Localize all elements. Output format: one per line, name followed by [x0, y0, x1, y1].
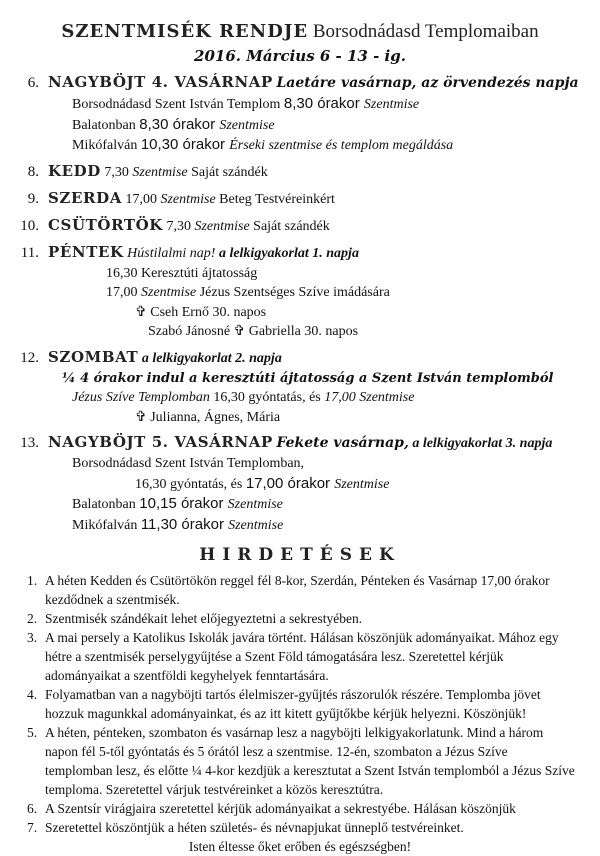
text-segment: ✞ Julianna, Ágnes, Mária — [135, 409, 281, 425]
text-segment: 16,30 gyóntatás, és — [213, 390, 325, 405]
schedule-line — [148, 322, 600, 342]
text-segment: Mikófalván — [72, 138, 141, 153]
announcement-text: Folyamatban van a nagyböjti tartós élelmiszer-gyűjtés rászorulók részére. Templomba jövet hozzuk magunkkal adományainkat, és az itt kitett gyűjtőkbe kérjük helyezni. Köszönjük! — [45, 687, 541, 721]
announcement-item — [27, 818, 576, 837]
announcements-list — [0, 571, 600, 837]
text-segment: Saját szándék — [187, 164, 268, 180]
schedule-line — [106, 264, 600, 284]
text-segment: Szentmise — [160, 191, 216, 207]
announcement-item — [27, 799, 576, 818]
announcement-number: 7. — [27, 820, 38, 835]
text-segment: Szentmise — [334, 476, 390, 492]
text-segment: Szentmise — [194, 218, 250, 234]
day-number: 9. — [27, 190, 39, 207]
schedule-line — [135, 408, 600, 428]
text-segment: Szentmise — [132, 164, 188, 180]
text-segment: Szabó Jánosné ✞ Gabriella 30. napos — [148, 324, 359, 339]
text-segment: Hústilalmi nap! — [127, 245, 216, 261]
schedule-line — [135, 474, 600, 495]
announcement-text: A Szentsír virágjaira szeretettel kérjük adományaikat a sekrestyébe. Hálásan köszönjük — [45, 801, 516, 816]
text-segment: 8,30 órakor — [283, 95, 364, 112]
day-header — [0, 432, 600, 454]
schedule-line — [135, 303, 600, 323]
text-segment: Szentmise — [219, 117, 275, 133]
announcement-item — [27, 685, 576, 723]
text-segment: Jézus Szíve Templomban — [72, 390, 214, 405]
day-number: 8. — [27, 163, 39, 180]
text-segment: Saját szándék — [249, 218, 330, 234]
day-header — [0, 347, 600, 369]
schedule-day — [0, 188, 600, 210]
announcement-number: 3. — [27, 630, 38, 645]
day-name: PÉNTEK — [48, 242, 124, 261]
text-segment: a lelkigyakorlat 3. napja — [412, 436, 553, 451]
day-header — [0, 72, 600, 94]
text-segment: 8,30 órakor — [139, 115, 220, 133]
text-segment: Balatonban — [72, 497, 140, 512]
schedule-line — [62, 369, 600, 389]
day-name: SZERDA — [48, 188, 122, 207]
announcement-item — [27, 628, 576, 685]
text-segment: 7,30 — [100, 164, 133, 180]
mass-schedule — [0, 72, 600, 535]
schedule-day — [0, 347, 600, 428]
announcement-number: 1. — [27, 573, 38, 588]
announcement-number: 4. — [27, 687, 38, 702]
text-segment: 16,30 Keresztúti ájtatosság — [106, 265, 258, 281]
day-number: 6. — [27, 75, 39, 91]
day-number: 12. — [20, 349, 39, 366]
announcement-text: A héten Kedden és Csütörtökön reggel fél 8-kor, Szerdán, Pénteken és Vasárnap 17,00 órakor kezdődnek a szentmisék. — [45, 573, 550, 607]
schedule-line — [72, 515, 600, 536]
day-name: NAGYBÖJT 5. VASÁRNAP — [48, 433, 273, 451]
announcement-item — [27, 571, 576, 609]
day-name: SZOMBAT — [48, 347, 139, 366]
announcement-text: A héten, pénteken, szombaton és vasárnap lesz a nagyböjti lelkigyakorlatunk. Mind a három napon fél 5-től gyóntatás és 5 órától lesz a szentmise. 12-én, szombaton a Jézus Szíve templomban lesz, és előtte ¼ 4-kor kezdjük a keresztutat a Szent István templomból a Jézus Szíve temploma. Szeretettel várjuk testvéreinket a közös keresztútra. — [45, 725, 575, 797]
announcement-item — [27, 723, 576, 799]
schedule-line — [72, 388, 600, 408]
text-segment: 16,30 gyóntatás, és — [135, 476, 246, 492]
schedule-day — [0, 242, 600, 342]
schedule-line — [72, 454, 600, 474]
announcement-item — [27, 609, 576, 628]
day-header — [0, 188, 600, 210]
text-segment: 17,00 órakor — [245, 474, 335, 492]
text-segment: Szentmise — [141, 285, 197, 300]
text-segment: Szentmise — [228, 517, 284, 533]
text-segment: 11,30 órakor — [140, 515, 229, 533]
text-segment: Érseki szentmise és templom megáldása — [229, 138, 454, 153]
text-segment: 17,00 Szentmise — [324, 390, 415, 405]
announcement-number: 2. — [27, 611, 38, 626]
text-segment: 17,00 — [121, 191, 161, 207]
schedule-day — [0, 72, 600, 156]
announcements-heading: HIRDETÉSEK — [199, 545, 401, 565]
day-header — [0, 215, 600, 237]
title-location: Borsodnádasd Templomaiban — [308, 21, 539, 42]
schedule-day — [0, 161, 600, 183]
text-segment: Jézus Szentséges Szíve imádására — [196, 285, 390, 300]
text-segment: Borsodnádasd Szent István Templomban, — [72, 456, 305, 471]
title-mass-order: SZENTMISÉK RENDJE — [61, 21, 309, 42]
day-number: 13. — [20, 435, 39, 451]
schedule-line — [72, 115, 600, 136]
text-segment: Fekete vasárnap, — [276, 435, 409, 451]
date-range: 2016. Március 6 - 13 - ig. — [194, 47, 406, 65]
day-number: 10. — [20, 217, 39, 234]
text-segment: Balatonban — [72, 117, 140, 133]
schedule-line — [72, 135, 600, 156]
text-segment: 10,15 órakor — [139, 495, 228, 512]
day-header — [0, 161, 600, 183]
text-segment: 17,00 — [106, 285, 141, 300]
text-segment: ✞ Cseh Ernő 30. napos — [135, 304, 267, 320]
day-header — [0, 242, 600, 264]
schedule-line — [72, 94, 600, 115]
day-name: NAGYBÖJT 4. VASÁRNAP — [48, 73, 273, 91]
text-segment: Szentmise — [227, 497, 283, 512]
announcement-text: Szeretettel köszöntjük a héten születés- és névnapjukat ünneplő testvéreinket. — [45, 820, 464, 835]
announcement-text: Szentmisék szándékait lehet előjegyeztetni a sekrestyében. — [45, 611, 363, 626]
text-segment: a lelkigyakorlat 2. napja — [141, 350, 282, 366]
text-segment: Szentmise — [363, 97, 420, 112]
schedule-day — [0, 432, 600, 535]
closing-blessing: Isten éltesse őket erőben és egészségben! — [188, 839, 412, 854]
text-segment: Borsodnádasd Szent István Templom — [72, 97, 284, 112]
day-name: CSÜTÖRTÖK — [48, 215, 163, 234]
day-name: KEDD — [48, 161, 101, 180]
day-number: 11. — [20, 244, 39, 261]
text-segment: 7,30 — [162, 218, 195, 234]
text-segment: Laetáre vasárnap, az örvendezés napja — [276, 75, 579, 91]
page-title — [0, 20, 600, 45]
schedule-day — [0, 215, 600, 237]
text-segment: Beteg Testvéreinkért — [215, 191, 335, 207]
announcement-text: A mai persely a Katolikus Iskolák javára történt. Hálásan köszönjük adományaikat. Mához egy hétre a szentmisék perselygyűjtése a Szent Föld támogatására lesz. Szeretettel kérjük adományaikat a szentföldi kegyhelyek fenntartására. — [45, 630, 559, 683]
text-segment: ¼ 4 órakor indul a keresztúti ájtatosság a Szent István templomból — [62, 370, 554, 386]
text-segment: Mikófalván — [72, 517, 141, 533]
text-segment: 10,30 órakor — [140, 136, 230, 153]
announcement-number: 5. — [27, 725, 38, 740]
announcement-number: 6. — [27, 801, 38, 816]
schedule-line — [106, 283, 600, 303]
schedule-line — [72, 494, 600, 515]
text-segment: a lelkigyakorlat 1. napja — [218, 245, 359, 261]
